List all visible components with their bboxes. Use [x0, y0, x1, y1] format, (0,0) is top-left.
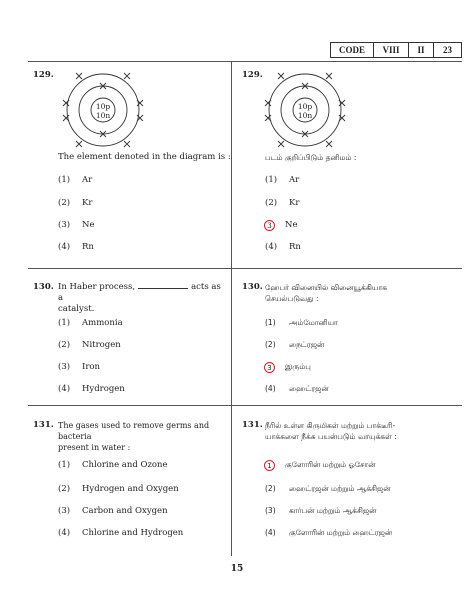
code-label: CODE: [331, 43, 374, 57]
q129-option-4-en: (4) Rn: [58, 242, 94, 252]
answer-circle-icon: 3: [264, 220, 275, 231]
q130-option-2-en: (2) Nitrogen: [58, 340, 121, 350]
q130-option-3-en: (3) Iron: [58, 362, 101, 372]
q129-stem-ta: படம் குறிப்பிடும் தனிமம் :: [265, 153, 357, 162]
code-box: [330, 42, 462, 58]
top-rule: [28, 61, 462, 62]
rule-2: [28, 405, 462, 406]
column-divider: [231, 61, 232, 556]
q130-option-4-ta: (4) ஹைட்ரஜன்: [265, 384, 329, 393]
atom-neutrons-ta: 10n: [297, 111, 313, 120]
q129-option-1-en: (1) Ar: [58, 175, 93, 185]
q131-option-3-ta: (3) கார்பன் மற்றும் ஆக்சிஜன்: [265, 506, 377, 515]
atom-diagram-ta: [260, 65, 350, 155]
atom-diagram-en: [58, 65, 148, 155]
q131-option-1-en: (1) Chlorine and Ozone: [58, 460, 168, 470]
answer-circle-icon: 3: [264, 362, 275, 373]
q130-option-3-ta: 3 இரும்பு: [265, 362, 311, 373]
q129-option-1-ta: (1) Ar: [265, 175, 300, 185]
q131-option-1-ta: 1 குளோரின் மற்றும் ஓசோன்: [265, 460, 375, 471]
atom-neutrons-en: 10n: [95, 111, 111, 120]
q131-number-en: 131.: [33, 420, 54, 430]
q129-option-2-ta: (2) Kr: [265, 198, 300, 208]
code-paper: II: [409, 43, 434, 57]
q129-number-ta: 129.: [242, 70, 263, 80]
code-series: VIII: [374, 43, 409, 57]
atom-protons-ta: 10p: [297, 102, 313, 111]
q130-option-1-ta: (1) அம்மோனியா: [265, 318, 338, 327]
q129-number-en: 129.: [33, 70, 54, 80]
q130-stem-en: In Haber process, acts as a catalyst.: [58, 282, 221, 314]
q129-option-3-ta: 3 Ne: [265, 220, 297, 231]
q131-stem-en: The gases used to remove germs and bacteria present in water :: [58, 421, 210, 452]
q131-stem-ta: நீரில் உள்ள கிருமிகள் மற்றும் பாக்டீரி- யாக்களை நீக்க பயன்படும் வாயுக்கள் :: [265, 421, 397, 441]
rule-1: [28, 268, 462, 269]
q130-option-1-en: (1) Ammonia: [58, 318, 123, 328]
q129-option-3-en: (3) Ne: [58, 220, 95, 230]
q129-stem-en: The element denoted in the diagram is :: [58, 152, 231, 162]
answer-blank: [138, 288, 188, 289]
code-page: 23: [443, 45, 452, 55]
answer-circle-icon: 1: [264, 460, 275, 471]
q131-number-ta: 131.: [242, 420, 263, 430]
q131-option-4-en: (4) Chlorine and Hydrogen: [58, 528, 184, 538]
q131-option-2-ta: (2) ஹைட்ரஜன் மற்றும் ஆக்சிஜன்: [265, 484, 391, 493]
q129-option-2-en: (2) Kr: [58, 198, 93, 208]
atom-protons-en: 10p: [95, 102, 111, 111]
q131-option-3-en: (3) Carbon and Oxygen: [58, 506, 168, 516]
q130-option-4-en: (4) Hydrogen: [58, 384, 125, 394]
q131-option-4-ta: (4) குளோரின் மற்றும் ஹைட்ரஜன்: [265, 528, 393, 537]
q131-option-2-en: (2) Hydrogen and Oxygen: [58, 484, 179, 494]
q130-stem-ta: ஹேபர் வினையில் வினையூக்கியாக செயல்படுவது :: [265, 283, 388, 303]
q130-option-2-ta: (2) நைட்ரஜன்: [265, 340, 325, 349]
q130-number-ta: 130.: [242, 282, 263, 292]
q129-option-4-ta: (4) Rn: [265, 242, 301, 252]
page-number: 15: [230, 564, 244, 574]
q130-number-en: 130.: [33, 282, 54, 292]
